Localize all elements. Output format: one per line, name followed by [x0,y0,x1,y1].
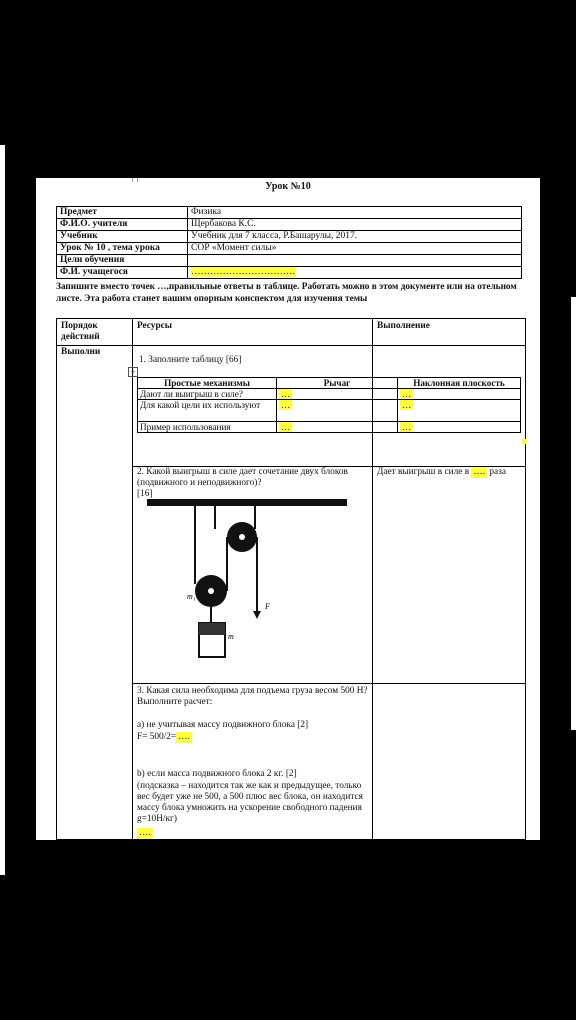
info-label: Ф.И.О. учителя [57,219,188,231]
row-divider [57,345,525,346]
table-row [138,378,521,389]
header-resources: Ресурсы [137,321,173,331]
ceiling-beam [147,499,347,506]
task2-answer-prefix: Дает выигрыш в силе в [377,467,470,477]
task-table [56,318,526,840]
task3-b-placeholder[interactable]: …. [139,828,151,838]
row-label-perform: Выполни [61,347,101,357]
task3-b-hint: (подсказка – находится так же как и предыдущее, только вес будет уже не 500, а 500 плюс вес блока, он находится массу блока умножить на ускорение свободного падения g=10Н/кг) [137,781,363,824]
mechanisms-table [137,377,521,433]
task2-answer-suffix: раза [489,467,506,477]
label-m1: m₁ [187,592,196,601]
answer-cell-lever[interactable] [277,400,398,422]
row-label: Для какой цели их используют [138,400,277,422]
answer-cell-lever[interactable] [277,389,398,400]
student-name-field[interactable] [188,267,522,279]
info-label: Урок № 10 , тема урока [57,243,188,255]
task3-b-answer[interactable] [137,828,153,839]
task3-b-text: b) если масса подвижного блока 2 кг. [2] [137,769,297,779]
table-row [57,243,522,255]
header-execution: Выполнение [377,321,430,331]
task3-a-placeholder[interactable]: …. [178,732,190,742]
column-divider [132,319,133,839]
answer-placeholder[interactable]: … [402,422,412,432]
movable-pulley-axle [208,588,214,594]
task1-title: 1. Заполните таблицу [66] [139,355,242,365]
answer-placeholder[interactable]: … [281,422,291,432]
table-row [57,219,522,231]
table-row [57,231,522,243]
pulley-diagram [135,499,375,679]
label-m: m [228,632,234,641]
answer-cell-plane[interactable] [398,400,521,422]
task3-text: 3. Какая сила необходима для подъема груза весом 500 Н? Выполните расчет: [137,686,368,707]
info-value: СОР «Момент силы» [188,243,522,255]
document-page [36,178,540,840]
info-value: Физика [188,207,522,219]
task2-text: 2. Какой выигрыш в силе дает сочетание двух блоков (подвижного и неподвижного)? [137,467,348,488]
answer-cell-plane[interactable] [398,389,521,400]
task2-answer[interactable] [377,467,522,478]
answer-placeholder[interactable]: … [281,400,291,410]
row-divider [132,683,525,684]
info-label: Ф.И. учащегося [57,267,188,279]
instruction-text: Запишите вместо точек …,правильные ответы в таблице. Работать можно в этом документе или на отельном листе. Эта работа станет вашим опорным конспектом для изучения темы [56,282,517,304]
table-row [57,267,522,279]
table-row [138,389,521,400]
header-order: Порядок действий [61,321,100,342]
force-arrow [253,611,261,619]
info-value [188,255,522,267]
table-row [138,400,521,422]
table-move-handle-icon[interactable]: + [128,367,138,377]
column-header: Простые механизмы [138,378,277,389]
fixed-pulley-axle [239,534,245,540]
left-edge-strip [0,145,5,875]
answer-placeholder[interactable]: … [281,389,291,399]
table-resize-handle[interactable] [522,439,527,444]
info-label: Цели обучения [57,255,188,267]
answer-placeholder[interactable]: … [402,400,412,410]
column-header: Наклонная плоскость [398,378,521,389]
table-row [57,207,522,219]
task2-score: [16] [137,489,153,499]
task3-a-text: а) не учитывая массу подвижного блока [2] [137,720,309,730]
info-value: Щербакова К.С. [188,219,522,231]
answer-cell-lever[interactable] [277,422,398,433]
lesson-title: Урок №10 [265,181,311,192]
info-label: Учебник [57,231,188,243]
row-label: Дают ли выигрыш в силе? [138,389,277,400]
lesson-info-table [56,206,522,279]
row-label: Пример использования [138,422,277,433]
answer-placeholder[interactable]: … [402,389,412,399]
table-row [138,422,521,433]
info-label: Предмет [57,207,188,219]
task3-a-formula: F= 500/2= [137,732,177,742]
student-name-placeholder[interactable]: …………………………… [191,267,296,277]
info-value: Учебник для 7 класса, Р.Башарулы, 2017. [188,231,522,243]
load-weight-top [199,623,225,635]
right-edge-strip [571,297,576,730]
table-row [57,255,522,267]
task2-answer-placeholder[interactable]: …. [473,467,486,477]
answer-cell-plane[interactable] [398,422,521,433]
label-F: F [265,602,270,611]
task3-a-answer[interactable] [137,732,192,743]
column-header: Рычаг [277,378,398,389]
